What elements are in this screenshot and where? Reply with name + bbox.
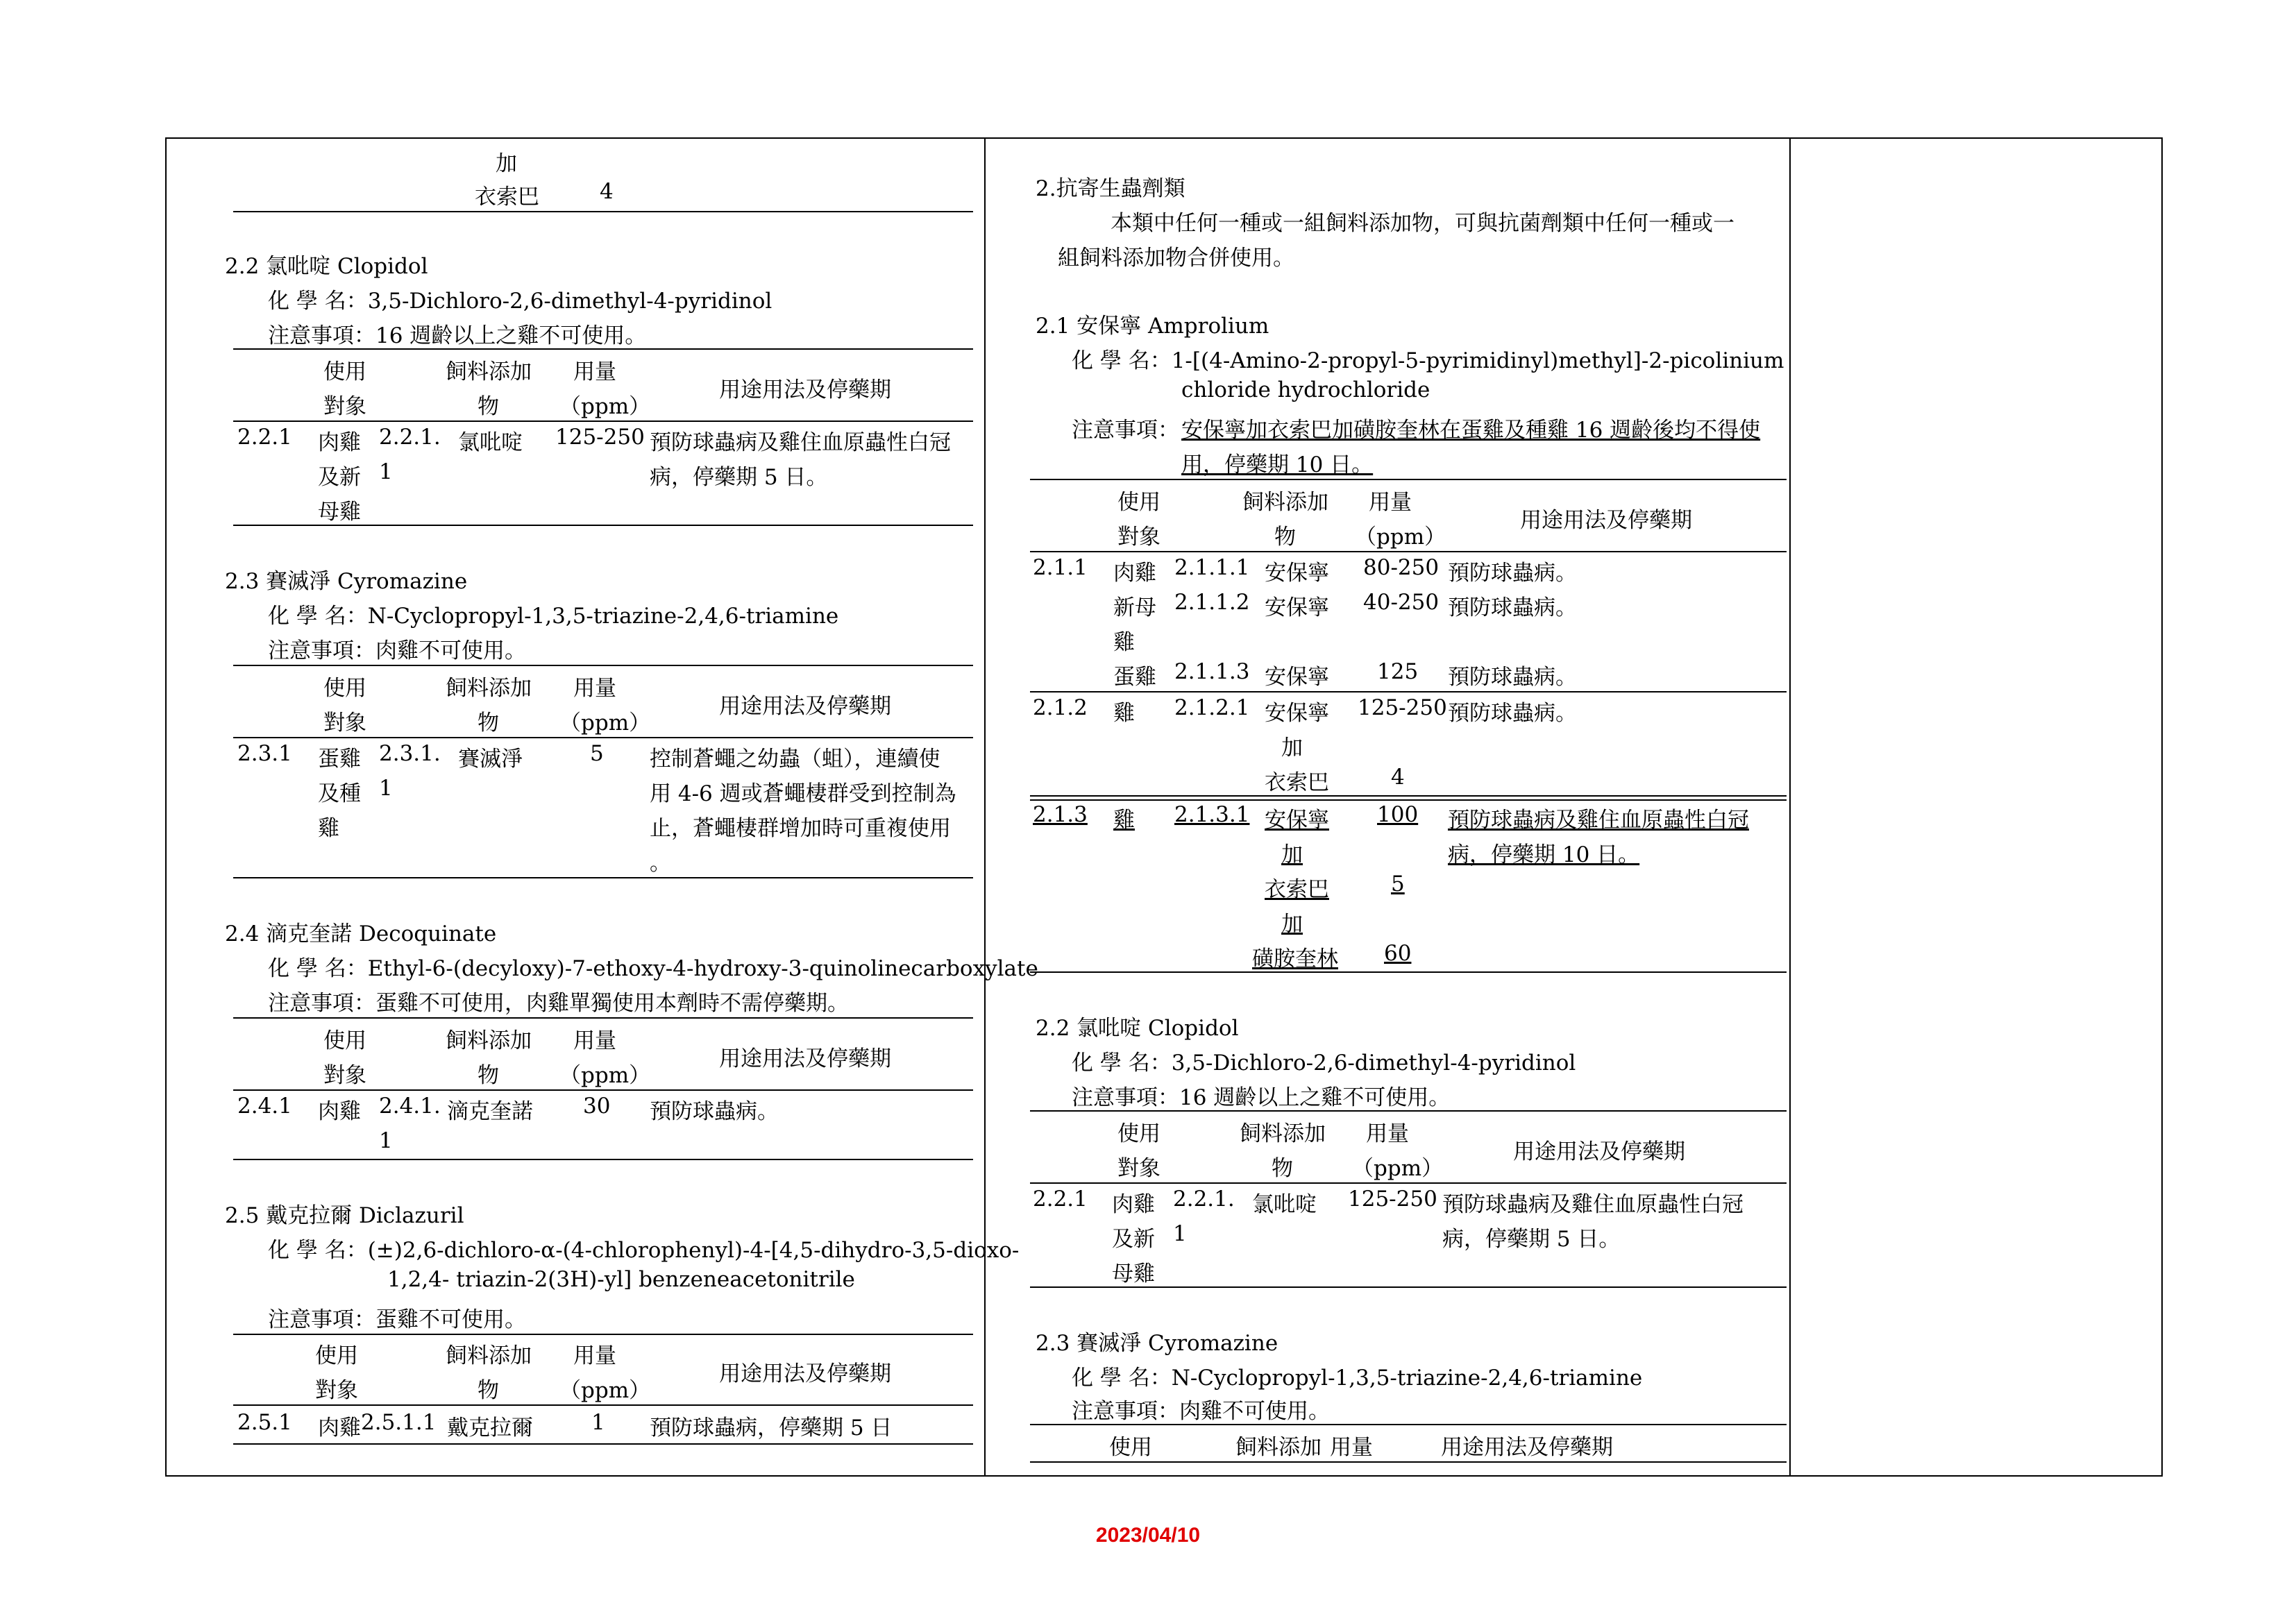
row-number: 2.4.1 xyxy=(237,1094,292,1119)
caution-note: 注意事項：蛋雞不可使用。 xyxy=(268,1307,526,1332)
rule xyxy=(1030,1424,1787,1425)
col-header-target: 對象 xyxy=(1117,1156,1160,1181)
row-target: 及新 xyxy=(1112,1227,1155,1252)
section-heading: 2.1 安保寧 Amprolium xyxy=(1036,314,1269,339)
row-dose: 30 xyxy=(583,1094,611,1119)
row-usage: 病，停藥期 5 日。 xyxy=(650,465,828,490)
col-header-additive: 飼料添加 xyxy=(446,1343,532,1368)
section-heading: 2.2 氯吡啶 Clopidol xyxy=(1036,1016,1239,1041)
col-header-additive: 飼料添加 xyxy=(1235,1435,1322,1460)
row-code: 1 xyxy=(1173,1221,1187,1246)
row-usage: 病，停藥期 10 日。 xyxy=(1448,842,1640,867)
row-additive: 氯吡啶 xyxy=(1252,1192,1317,1217)
row-dose: 60 xyxy=(1384,941,1412,966)
col-header-additive: 物 xyxy=(478,394,499,419)
row-code: 2.3.1. xyxy=(379,741,441,766)
col-header-usage: 用途用法及停藥期 xyxy=(1520,508,1692,533)
cont-dose: 4 xyxy=(600,179,614,204)
row-usage: 用 4-6 週或蒼蠅棲群受到控制為 xyxy=(650,781,956,806)
rule xyxy=(1030,551,1787,552)
section-heading: 2.3 賽滅淨 Cyromazine xyxy=(1036,1331,1278,1356)
row-additive: 磺胺奎林 xyxy=(1252,946,1338,971)
row-usage: 預防球蟲病。 xyxy=(1448,701,1577,726)
row-target: 蛋雞 xyxy=(1113,665,1156,690)
row-code: 2.1.2.1 xyxy=(1174,695,1250,720)
col-header-target: 對象 xyxy=(323,394,366,419)
cont-drug-name: 衣索巴 xyxy=(475,185,539,210)
row-additive: 安保寧 xyxy=(1265,808,1329,833)
row-usage: 控制蒼蠅之幼蟲（蛆），連續使 xyxy=(650,747,940,772)
caution-note: 注意事項：16 週齡以上之雞不可使用。 xyxy=(268,323,647,348)
rule xyxy=(233,420,973,422)
col-header-usage: 用途用法及停藥期 xyxy=(719,377,891,402)
row-additive: 安保寧 xyxy=(1265,595,1329,620)
row-code: 2.5.1.1 xyxy=(361,1410,437,1435)
rule xyxy=(1030,1110,1787,1112)
row-target: 肉雞 xyxy=(1112,1192,1155,1217)
chemical-name: 化 學 名：N-Cyclopropyl-1,3,5-triazine-2,4,6-triamine xyxy=(1072,1366,1643,1391)
revision-date: 2023/04/10 xyxy=(1095,1524,1201,1547)
intro-text: 本類中任何一種或一組飼料添加物，可與抗菌劑類中任何一種或一 xyxy=(1111,211,1734,236)
chemical-name: 化 學 名：(±)2,6-dichloro-α-(4-chlorophenyl)-4-[4,5-dihydro-3,5-dioxo- xyxy=(268,1238,1020,1263)
col-header-dose: （ppm） xyxy=(559,394,651,419)
col-header-target: 使用 xyxy=(1117,1121,1160,1146)
caution-note: 注意事項：16 週齡以上之雞不可使用。 xyxy=(1072,1085,1451,1110)
row-dose: 5 xyxy=(1391,872,1405,897)
row-target: 肉雞 xyxy=(1113,561,1156,586)
row-target: 雞 xyxy=(1113,630,1135,655)
col-header-target: 對象 xyxy=(1117,525,1160,550)
col-header-dose: 用量 xyxy=(1369,490,1412,515)
col-header-usage: 用途用法及停藥期 xyxy=(719,694,891,719)
col-header-additive: 飼料添加 xyxy=(446,676,532,701)
chemical-name: 1,2,4- triazin-2(3H)-yl] benzeneacetonitrile xyxy=(387,1267,855,1292)
row-target: 新母 xyxy=(1113,595,1156,620)
row-target: 及種 xyxy=(318,781,361,806)
col-header-additive: 物 xyxy=(1274,525,1296,550)
col-header-additive: 物 xyxy=(478,711,499,736)
caution-note: 注意事項：蛋雞不可使用，肉雞單獨使用本劑時不需停藥期。 xyxy=(268,991,849,1016)
col-header-dose: （ppm） xyxy=(1352,1156,1444,1181)
row-number: 2.1.2 xyxy=(1033,695,1088,720)
rule xyxy=(233,1089,973,1091)
col-header-dose: 用量 xyxy=(573,359,616,384)
row-code: 2.2.1. xyxy=(1173,1187,1235,1212)
section-heading: 2.3 賽滅淨 Cyromazine xyxy=(225,569,468,594)
row-dose: 125-250 xyxy=(555,425,645,450)
row-additive: 加 xyxy=(1281,912,1303,937)
section-heading: 2.4 滴克奎諾 Decoquinate xyxy=(225,921,497,946)
row-target: 蛋雞 xyxy=(318,747,361,772)
chemical-name: 化 學 名：3,5-Dichloro-2,6-dimethyl-4-pyridinol xyxy=(268,289,773,314)
rule xyxy=(233,737,973,738)
row-additive: 滴克奎諾 xyxy=(447,1099,533,1124)
chemical-name: 化 學 名：Ethyl-6-(decyloxy)-7-ethoxy-4-hydroxy-3-quinolinecarboxylate xyxy=(268,956,1038,981)
rule xyxy=(233,348,973,350)
col-header-target: 使用 xyxy=(323,1028,366,1053)
row-usage: 預防球蟲病。 xyxy=(1448,665,1577,690)
col-header-additive: 飼料添加 xyxy=(1242,490,1328,515)
left-column xyxy=(167,139,1038,1475)
cont-line: 加 xyxy=(496,151,517,176)
row-usage: 預防球蟲病，停藥期 5 日 xyxy=(650,1416,893,1441)
row-number: 2.1.3 xyxy=(1033,802,1088,827)
rule xyxy=(233,1404,973,1406)
col-header-additive: 物 xyxy=(1272,1156,1293,1181)
chemical-name: chloride hydrochloride xyxy=(1181,377,1430,402)
row-target: 肉雞 xyxy=(318,430,361,455)
row-dose: 40-250 xyxy=(1363,590,1440,615)
notes-column xyxy=(1791,139,2163,1475)
row-additive: 氯吡啶 xyxy=(458,430,523,455)
col-header-additive: 飼料添加 xyxy=(446,1028,532,1053)
row-additive: 安保寧 xyxy=(1265,665,1329,690)
col-header-usage: 用途用法及停藥期 xyxy=(719,1361,891,1386)
row-code: 2.2.1. xyxy=(379,425,441,450)
col-header-target: 對象 xyxy=(315,1378,358,1403)
rule xyxy=(1030,691,1787,692)
row-dose: 125-250 xyxy=(1348,1187,1437,1212)
category-title: 2.抗寄生蟲劑類 xyxy=(1036,176,1185,201)
caution-note: 用，停藥期 10 日。 xyxy=(1181,452,1374,477)
row-additive: 衣索巴 xyxy=(1265,877,1329,902)
row-code: 2.1.3.1 xyxy=(1174,802,1250,827)
row-additive: 加 xyxy=(1281,842,1303,867)
row-target: 母雞 xyxy=(1112,1261,1155,1286)
col-header-additive: 物 xyxy=(478,1063,499,1088)
chemical-name: 化 學 名：1-[(4-Amino-2-propyl-5-pyrimidinyl)methyl]-2-picolinium xyxy=(1072,348,1784,373)
row-target: 雞 xyxy=(318,816,339,841)
col-header-dose: （ppm） xyxy=(559,1378,651,1403)
row-number: 2.3.1 xyxy=(237,741,292,766)
row-target: 雞 xyxy=(1113,808,1135,833)
row-dose: 5 xyxy=(590,741,604,766)
row-number: 2.1.1 xyxy=(1033,555,1088,580)
caution-note: 注意事項：肉雞不可使用。 xyxy=(268,638,526,663)
row-additive: 安保寧 xyxy=(1265,561,1329,586)
row-additive: 加 xyxy=(1281,736,1303,760)
rule xyxy=(233,1443,973,1445)
caution-label: 注意事項： xyxy=(1072,418,1179,443)
rule xyxy=(233,1159,973,1160)
col-header-usage: 用途用法及停藥期 xyxy=(1441,1435,1613,1460)
row-target: 母雞 xyxy=(318,500,361,525)
col-header-dose: 用量 xyxy=(1366,1121,1409,1146)
row-code: 1 xyxy=(379,1128,393,1153)
col-header-dose: （ppm） xyxy=(559,711,651,736)
col-header-dose: 用量 xyxy=(573,1343,616,1368)
row-number: 2.5.1 xyxy=(237,1410,292,1435)
row-dose: 125-250 xyxy=(1358,695,1447,720)
col-header-additive: 飼料添加 xyxy=(446,359,532,384)
col-header-target: 使用 xyxy=(323,359,366,384)
col-header-usage: 用途用法及停藥期 xyxy=(719,1046,891,1071)
col-header-additive: 物 xyxy=(478,1378,499,1403)
row-dose: 100 xyxy=(1377,802,1419,827)
row-dose: 80-250 xyxy=(1363,555,1440,580)
col-header-target: 使用 xyxy=(1117,490,1160,515)
row-dose: 4 xyxy=(1391,765,1405,790)
row-usage: 預防球蟲病及雞住血原蟲性白冠 xyxy=(1442,1192,1744,1217)
rule xyxy=(1030,1286,1787,1288)
row-additive: 安保寧 xyxy=(1265,701,1329,726)
row-target: 肉雞 xyxy=(318,1099,361,1124)
row-target: 及新 xyxy=(318,465,361,490)
rule xyxy=(1030,799,1787,801)
caution-note: 安保寧加衣索巴加磺胺奎林在蛋雞及種雞 16 週齡後均不得使 xyxy=(1181,418,1761,443)
row-usage: 預防球蟲病。 xyxy=(1448,595,1577,620)
row-code: 2.1.1.3 xyxy=(1174,659,1250,684)
row-number: 2.2.1 xyxy=(1033,1187,1088,1212)
caution-note: 注意事項：肉雞不可使用。 xyxy=(1072,1399,1330,1424)
rule xyxy=(1030,479,1787,480)
rule xyxy=(233,877,973,878)
row-additive: 戴克拉爾 xyxy=(447,1416,533,1441)
col-header-usage: 用途用法及停藥期 xyxy=(1513,1139,1685,1164)
row-code: 1 xyxy=(379,776,393,801)
page-frame xyxy=(165,137,2163,1477)
intro-text: 組飼料添加物合併使用。 xyxy=(1058,246,1294,271)
col-header-target: 使用 xyxy=(315,1343,358,1368)
row-dose: 1 xyxy=(591,1410,605,1435)
rule xyxy=(1030,1182,1787,1184)
rule xyxy=(233,665,973,666)
col-header-dose: 用量 xyxy=(1330,1435,1373,1460)
col-header-target: 使用 xyxy=(1109,1435,1152,1460)
row-usage: 預防球蟲病及雞住血原蟲性白冠 xyxy=(650,430,951,455)
chemical-name: 化 學 名：3,5-Dichloro-2,6-dimethyl-4-pyridinol xyxy=(1072,1051,1576,1076)
row-target: 肉雞 xyxy=(318,1416,361,1441)
rule xyxy=(233,211,973,212)
section-heading: 2.5 戴克拉爾 Diclazuril xyxy=(225,1203,464,1228)
row-usage: 預防球蟲病及雞住血原蟲性白冠 xyxy=(1448,808,1749,833)
row-usage: 預防球蟲病。 xyxy=(1448,561,1577,586)
chemical-name: 化 學 名：N-Cyclopropyl-1,3,5-triazine-2,4,6-triamine xyxy=(268,604,839,629)
rule xyxy=(233,1017,973,1019)
row-usage: 止，蒼蠅棲群增加時可重複使用 xyxy=(650,816,951,841)
row-usage: 病，停藥期 5 日。 xyxy=(1442,1227,1621,1252)
row-code: 2.1.1.2 xyxy=(1174,590,1250,615)
col-header-dose: 用量 xyxy=(573,676,616,701)
rule xyxy=(1030,971,1787,973)
col-header-target: 對象 xyxy=(323,711,366,736)
row-usage: 。 xyxy=(650,851,671,876)
row-target: 雞 xyxy=(1113,701,1135,726)
section-heading: 2.2 氯吡啶 Clopidol xyxy=(225,254,428,279)
rule xyxy=(233,1334,973,1335)
row-usage: 預防球蟲病。 xyxy=(650,1099,779,1124)
col-header-target: 對象 xyxy=(323,1063,366,1088)
col-header-dose: （ppm） xyxy=(559,1063,651,1088)
col-header-target: 使用 xyxy=(323,676,366,701)
row-code: 1 xyxy=(379,459,393,484)
row-code: 2.1.1.1 xyxy=(1174,555,1250,580)
row-additive: 衣索巴 xyxy=(1265,770,1329,795)
col-header-dose: 用量 xyxy=(573,1028,616,1053)
rule xyxy=(1030,795,1787,797)
row-additive: 賽滅淨 xyxy=(458,747,523,772)
rule xyxy=(233,525,973,526)
middle-column xyxy=(986,139,1791,1475)
rule xyxy=(1030,1461,1787,1463)
row-number: 2.2.1 xyxy=(237,425,292,450)
col-header-additive: 飼料添加 xyxy=(1240,1121,1326,1146)
col-header-dose: （ppm） xyxy=(1355,525,1446,550)
row-dose: 125 xyxy=(1377,659,1419,684)
row-code: 2.4.1. xyxy=(379,1094,441,1119)
